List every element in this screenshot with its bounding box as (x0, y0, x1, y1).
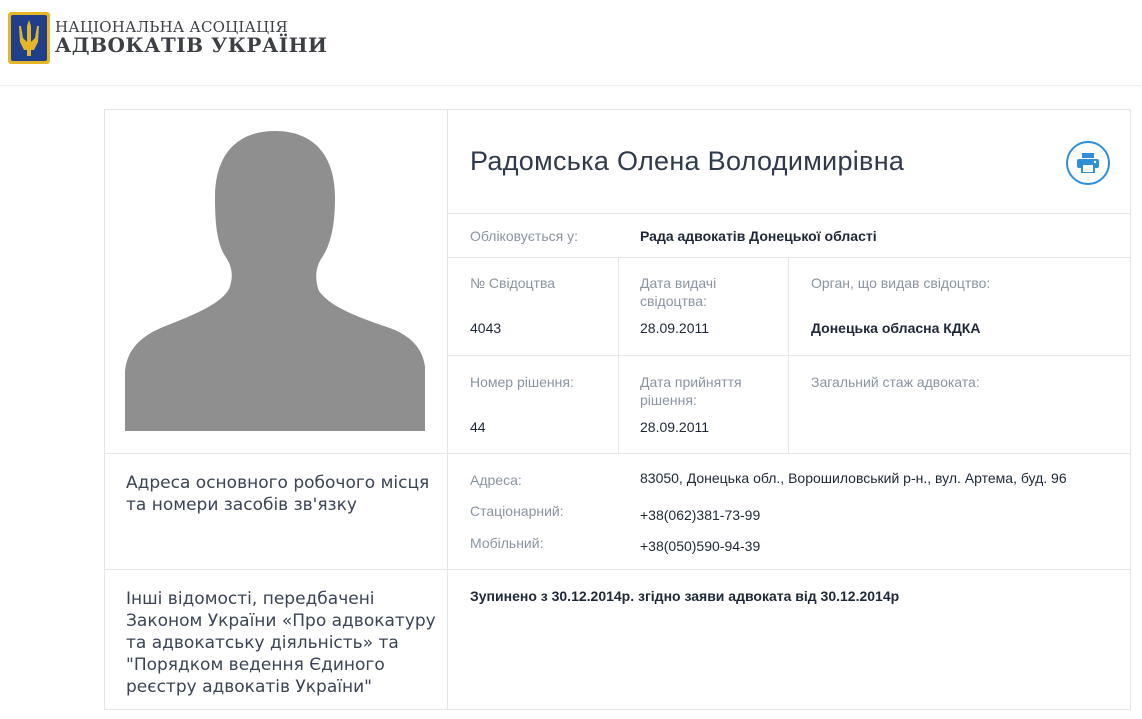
decision-date-label-line2: рішення: (640, 392, 697, 408)
other-title-line4: "Порядком ведення Єдиного (126, 655, 385, 675)
row-divider (105, 569, 1130, 570)
contacts-title-line2: та номери засобів зв'язку (126, 495, 357, 515)
certificate-number-value: 4043 (470, 320, 502, 336)
advocate-name: Радомська Олена Володимирівна (470, 146, 905, 176)
decision-date-value: 28.09.2011 (640, 419, 710, 435)
trident-logo-icon[interactable] (8, 12, 50, 64)
address-label: Адреса: (470, 472, 522, 488)
registered-value: Рада адвокатів Донецької області (640, 228, 877, 244)
experience-label: Загальний стаж адвоката: (811, 374, 980, 390)
registered-label: Обліковується у: (470, 228, 578, 244)
issue-date-label-line1: Дата видачі (640, 275, 717, 291)
other-info-value: Зупинено з 30.12.2014р. згідно заяви адвоката від 30.12.2014р (470, 588, 900, 604)
issue-date-label-line2: свідоцтва: (640, 293, 707, 309)
other-title-line5: реєстру адвокатів України" (126, 677, 372, 697)
issuer-value: Донецька обласна КДКА (811, 320, 981, 336)
cell-divider (788, 258, 789, 453)
issue-date-label (640, 274, 716, 310)
column-divider (447, 110, 448, 709)
landline-label: Стаціонарний: (470, 503, 564, 519)
address-value: 83050, Донецька обл., Ворошиловський р-н., вул. Артема, буд. 96 (640, 470, 1067, 486)
mobile-value[interactable]: +38(050)590-94-39 (640, 538, 761, 554)
issue-date-value: 28.09.2011 (640, 320, 710, 336)
other-title-line2: Законом України «Про адвокатуру (126, 611, 436, 631)
print-icon (1077, 153, 1099, 173)
row-divider (448, 257, 1130, 258)
decision-date-label (640, 373, 742, 409)
contacts-section-title (126, 472, 429, 516)
other-info-section-title (126, 588, 436, 698)
row-divider (105, 453, 1130, 454)
row-divider (448, 355, 1130, 356)
org-name-line2: АДВОКАТІВ УКРАЇНИ (55, 33, 328, 57)
decision-date-label-line1: Дата прийняття (640, 374, 742, 390)
print-button[interactable] (1066, 141, 1110, 185)
issuer-label: Орган, що видав свідоцтво: (811, 275, 991, 291)
org-name-line1: НАЦІОНАЛЬНА АСОЦІАЦІЯ (55, 18, 288, 36)
other-title-line1: Інші відомості, передбачені (126, 589, 375, 609)
row-divider (448, 213, 1130, 214)
landline-value[interactable]: +38(062)381-73-99 (640, 507, 761, 523)
site-header (0, 0, 1142, 86)
certificate-number-label: № Свідоцтва (470, 275, 556, 291)
mobile-label: Мобільний: (470, 535, 544, 551)
advocate-card (104, 109, 1131, 710)
organization-name[interactable] (55, 18, 328, 57)
other-title-line3: та адвокатську діяльність» та (126, 633, 399, 653)
decision-number-value: 44 (470, 419, 486, 435)
person-silhouette-icon (125, 129, 427, 431)
contacts-title-line1: Адреса основного робочого місця (126, 473, 430, 493)
decision-number-label: Номер рішення: (470, 374, 574, 390)
cell-divider (618, 258, 619, 453)
